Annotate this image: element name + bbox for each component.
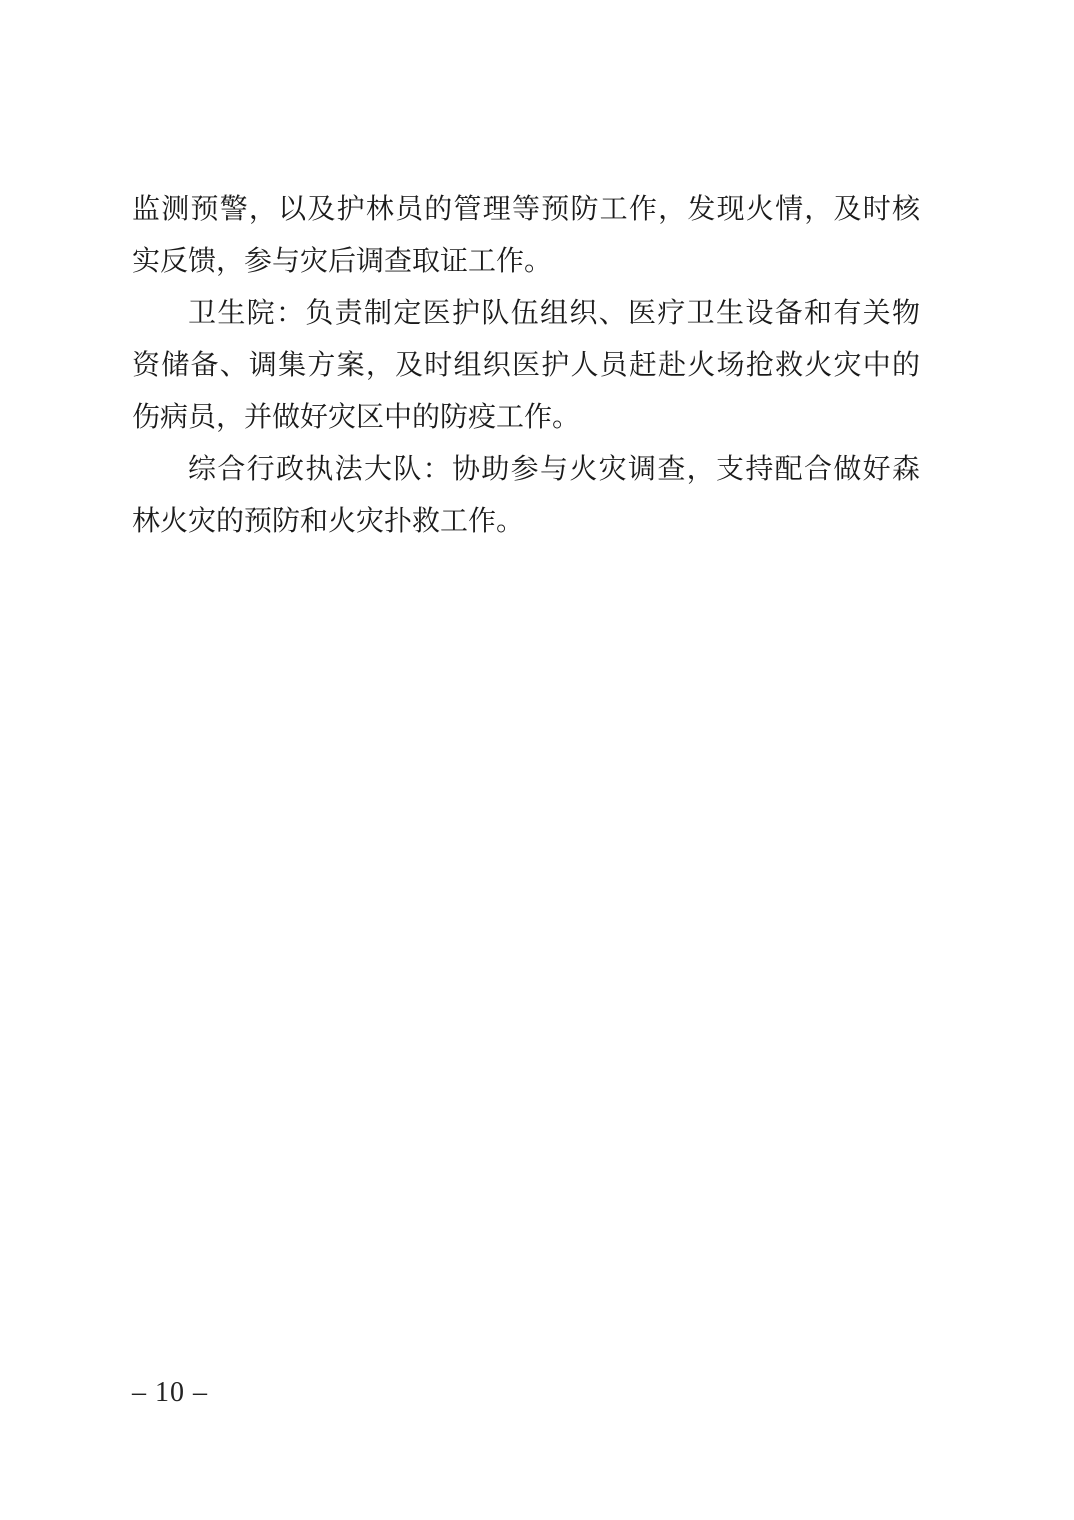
paragraph-2-line-1: 卫生院：负责制定医护队伍组织、医疗卫生设备和有关物 xyxy=(188,298,920,329)
paragraph-1-line-1: 监测预警，以及护林员的管理等预防工作，发现火情，及时核 xyxy=(132,194,920,225)
paragraph-3-line-2: 林火灾的预防和火灾扑救工作。 xyxy=(132,506,525,537)
body-text xyxy=(132,184,920,548)
paragraph-3-line-1: 综合行政执法大队：协助参与火灾调查，支持配合做好森 xyxy=(188,454,920,485)
page-number: – 10 – xyxy=(132,1377,208,1408)
paragraph-1-line-2: 实反馈，参与灾后调查取证工作。 xyxy=(132,246,553,277)
paragraph-2-line-2: 资储备、调集方案，及时组织医护人员赶赴火场抢救火灾中的 xyxy=(132,350,920,381)
paragraph-2-line-3: 伤病员，并做好灾区中的防疫工作。 xyxy=(132,402,581,433)
